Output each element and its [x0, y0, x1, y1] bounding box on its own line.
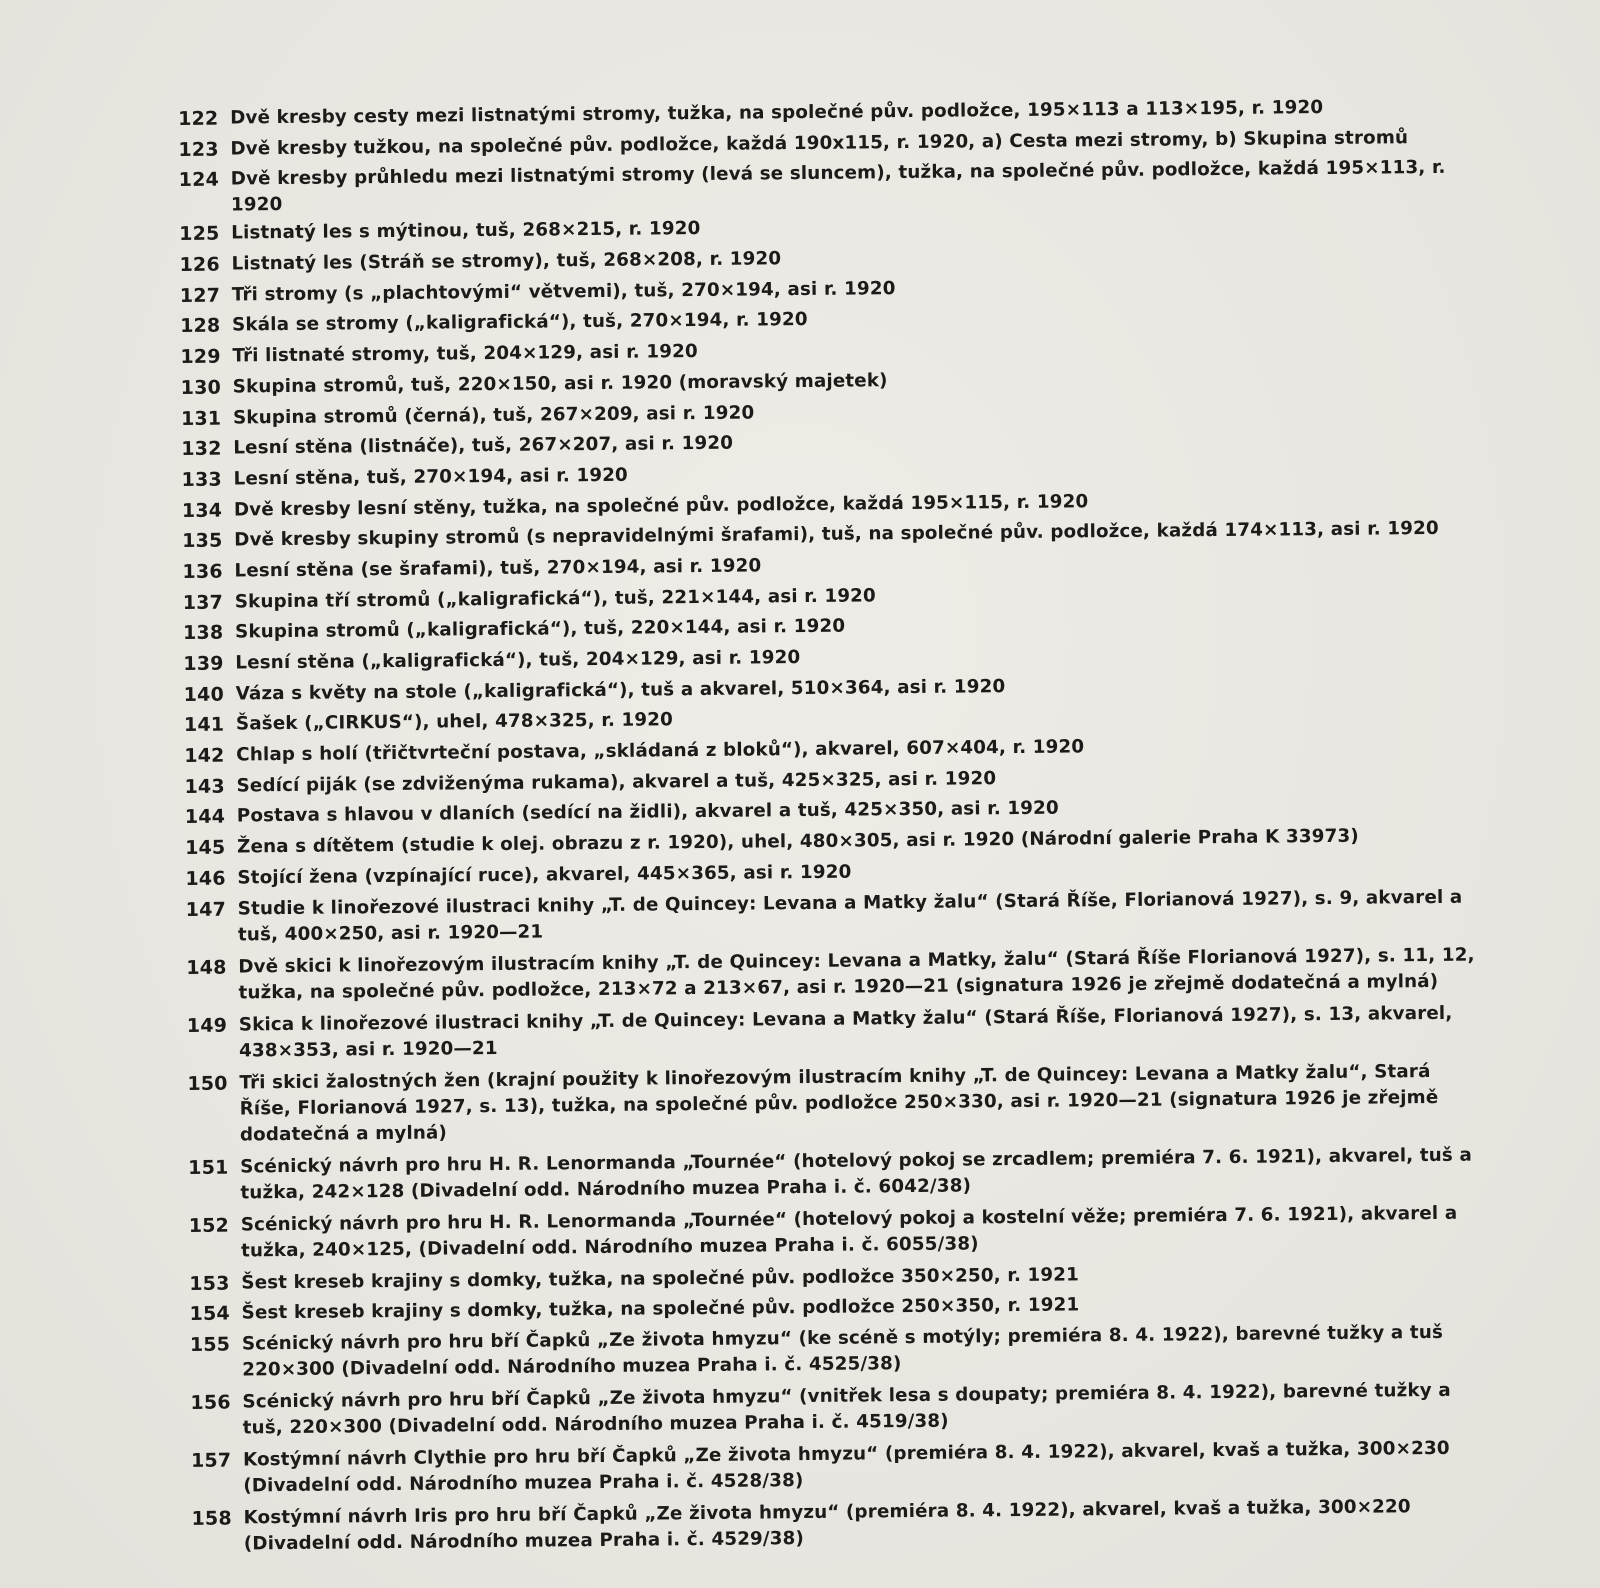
catalog-entry-155 [190, 1317, 1490, 1383]
entry-number: 138 [182, 621, 224, 645]
entry-number: 132 [181, 437, 222, 461]
entry-number: 153 [189, 1272, 230, 1295]
entry-number: 143 [184, 775, 225, 798]
entry-text: Dvě kresby průhledu mezi listnatými stromy (levá se sluncem), tužka, na společné pův. podložce, každá 195×113, r. 1920 [230, 157, 1446, 216]
entry-text: Šašek („CIRKUS“), uhel, 478×325, r. 1920 [235, 709, 674, 735]
entry-number: 144 [184, 806, 226, 829]
entry-number: 154 [189, 1302, 230, 1326]
entry-number: 151 [188, 1156, 229, 1179]
entry-text: Lesní stěna (se šrafami), tuš, 270×194, asi r. 1920 [234, 555, 762, 582]
entry-text: Listnatý les (Stráň se stromy), tuš, 268×208, r. 1920 [231, 248, 782, 275]
entry-text: Dvě kresby skupiny stromů (s nepravidelnými šrafami), tuš, na společné pův. podložce, každá 174×113, asi r. 1920 [234, 518, 1439, 551]
entry-text: Dvě skici k linořezovým ilustracím knihy „T. de Quincey: Levana a Matky, žalu“ (Stará Říše Florianová 1927), s. 11, 12, tužka, na společné pův. podložce, 213×72 a 213×67, asi r. 1920—21 (signatura 1926 je zřejmě dodatečná a mylná) [238, 944, 1475, 1003]
entry-number: 129 [180, 345, 221, 369]
entry-text: Studie k linořezové ilustraci knihy „T. de Quincey: Levana a Matky žalu“ (Stará Říše, Florianová 1927), s. 9, akvarel a tuš, 400×250, asi r. 1920—21 [237, 886, 1463, 945]
entry-number: 146 [185, 867, 226, 890]
entry-number: 156 [190, 1391, 231, 1414]
entry-number: 141 [183, 713, 225, 737]
entry-number: 150 [187, 1072, 228, 1095]
entry-number: 152 [188, 1214, 230, 1237]
entry-text: Dvě kresby cesty mezi listnatými stromy, tužka, na společné pův. podložce, 195×113 a 113×195, r. 1920 [230, 97, 1324, 129]
entry-text: Listnatý les s mýtinou, tuš, 268×215, r. 1920 [231, 218, 701, 244]
catalog-entry-158 [191, 1491, 1491, 1557]
entry-text: Kostýmní návrh Clythie pro hru bří Čapků „Ze života hmyzu“ (premiéra 8. 4. 1922), akvarel, kvaš a tužka, 300×230 (Divadelní odd. Národního muzea Praha i. č. 4528/38) [242, 1437, 1450, 1497]
entry-text: Skupina stromů, tuš, 220×150, asi r. 1920 (moravský majetek) [232, 370, 888, 398]
entry-number: 157 [190, 1449, 232, 1472]
entry-text: Scénický návrh pro hru bří Čapků „Ze života hmyzu“ (ke scéně s motýly; premiéra 8. 4. 1922), barevné tužky a tuš 220×300 (Divadelní odd. Národního muzea Praha i. č. 4525/38) [241, 1321, 1444, 1381]
entry-number: 128 [180, 315, 221, 338]
entry-text: Šest kreseb krajiny s domky, tužka, na společné pův. podložce 350×250, r. 1921 [241, 1263, 1080, 1293]
entry-text: Scénický návrh pro hru H. R. Lenormanda „Tournée“ (hotelový pokoj se zrcadlem; premiéra 7. 6. 1921), akvarel, tuš a tužka, 242×128 (Divadelní odd. Národního muzea Praha i. č. 6042/38) [240, 1144, 1472, 1203]
catalog-entry-149 [187, 998, 1487, 1064]
entry-number: 145 [185, 836, 226, 860]
entry-text: Šest kreseb krajiny s domky, tužka, na společné pův. podložce 250×350, r. 1921 [241, 1294, 1080, 1324]
entry-number: 139 [183, 652, 224, 675]
entry-number: 137 [182, 591, 224, 614]
entry-number: 131 [180, 407, 222, 430]
entry-number: 155 [189, 1333, 231, 1356]
entry-number: 158 [191, 1507, 232, 1530]
entry-number: 122 [178, 107, 219, 130]
entry-number: 130 [180, 376, 222, 399]
entry-text: Tři skici žalostných žen (krajní použity k linořezovým ilustracím knihy „T. de Quincey: Levana a Matky žalu“, Stará Říše, Florianová 1927, s. 13), tužka, na společné pův. podložce 250×330, asi r. 1920—21 (signatura 1926 je zřejmě dodatečná a mylná) [239, 1060, 1439, 1145]
entry-text: Dvě kresby tužkou, na společné pův. podložce, každá 190x115, r. 1920, a) Cesta mezi stromy, b) Skupina stromů [230, 126, 1409, 160]
entry-text: Scénický návrh pro hru H. R. Lenormanda „Tournée“ (hotelový pokoj a kostelní věže; premiéra 7. 6. 1921), akvarel a tužka, 240×125, (Divadelní odd. Národního muzea Praha i. č. 6055/38) [240, 1202, 1458, 1261]
entry-text: Žena s dítětem (studie k olej. obrazu z r. 1920), uhel, 480×305, asi r. 1920 (Národní galerie Praha K 33973) [237, 825, 1359, 858]
entry-number: 149 [186, 1014, 228, 1037]
entry-text: Skála se stromy („kaligrafická“), tuš, 270×194, r. 1920 [232, 309, 808, 336]
entry-number: 124 [178, 168, 220, 192]
catalog-list [178, 92, 1492, 1562]
entry-text: Tři listnaté stromy, tuš, 204×129, asi r. 1920 [232, 341, 698, 367]
catalog-entry-150 [187, 1056, 1488, 1148]
entry-text: Dvě kresby lesní stěny, tužka, na společné pův. podložce, každá 195×115, r. 1920 [233, 490, 1089, 521]
entry-text: Postava s hlavou v dlaních (sedící na židli), akvarel a tuš, 425×350, asi r. 1920 [236, 798, 1059, 827]
catalog-entry-148 [186, 940, 1486, 1006]
entry-text: Skupina stromů („kaligrafická“), tuš, 220×144, asi r. 1920 [234, 615, 846, 643]
entry-text: Lesní stěna, tuš, 270×194, asi r. 1920 [233, 464, 628, 490]
entry-text: Lesní stěna (listnáče), tuš, 267×207, asi r. 1920 [233, 432, 734, 459]
entry-text: Kostýmní návrh Iris pro hru bří Čapků „Ze života hmyzu“ (premiéra 8. 4. 1922), akvarel, kvaš a tužka, 300×220 (Divadelní odd. Národního muzea Praha i. č. 4529/38) [243, 1496, 1411, 1555]
entry-text: Skica k linořezové ilustraci knihy „T. de Quincey: Levana a Matky žalu“ (Stará Říše, Florianová 1927), s. 13, akvarel, 438×353, asi r. 1920—21 [238, 1002, 1453, 1061]
catalog-entry-147 [186, 882, 1486, 948]
catalog-entry-152 [189, 1198, 1489, 1264]
entry-number: 133 [181, 468, 222, 491]
entry-number: 142 [184, 744, 225, 768]
entry-number: 135 [182, 529, 223, 553]
catalog-entry-156 [190, 1375, 1490, 1441]
entry-number: 148 [186, 956, 227, 979]
entry-text: Scénický návrh pro hru bří Čapků „Ze života hmyzu“ (vnitřek lesa s doupaty; premiéra 8. 4. 1922), barevné tužky a tuš, 220×300 (Divadelní odd. Národního muzea Praha i. č. 4519/38) [242, 1379, 1451, 1439]
catalog-entry-157 [191, 1433, 1491, 1499]
entry-text: Tři stromy (s „plachtovými“ větvemi), tuš, 270×194, asi r. 1920 [231, 277, 896, 306]
entry-text: Stojící žena (vzpínající ruce), akvarel, 445×365, asi r. 1920 [237, 861, 852, 889]
catalog-entry-151 [188, 1140, 1488, 1206]
entry-text: Skupina tří stromů („kaligrafická“), tuš, 221×144, asi r. 1920 [234, 584, 876, 613]
entry-number: 126 [179, 253, 220, 277]
entry-text: Skupina stromů (černá), tuš, 267×209, asi r. 1920 [232, 401, 755, 428]
entry-number: 127 [179, 284, 221, 307]
entry-number: 140 [183, 683, 225, 706]
entry-number: 136 [182, 560, 223, 583]
entry-number: 125 [179, 222, 220, 246]
entry-text: Sedící piják (se zdviženýma rukama), akvarel a tuš, 425×325, asi r. 1920 [236, 767, 997, 797]
entry-text: Lesní stěna („kaligrafická“), tuš, 204×129, asi r. 1920 [235, 647, 801, 674]
entry-number: 134 [181, 499, 223, 522]
entry-text: Váza s květy na stole („kaligrafická“), tuš a akvarel, 510×364, asi r. 1920 [235, 675, 1006, 705]
entry-text: Chlap s holí (třičtvrteční postava, „skládaná z bloků“), akvarel, 607×404, r. 1920 [236, 736, 1085, 766]
entry-number: 123 [178, 138, 219, 161]
entry-number: 147 [185, 898, 227, 921]
